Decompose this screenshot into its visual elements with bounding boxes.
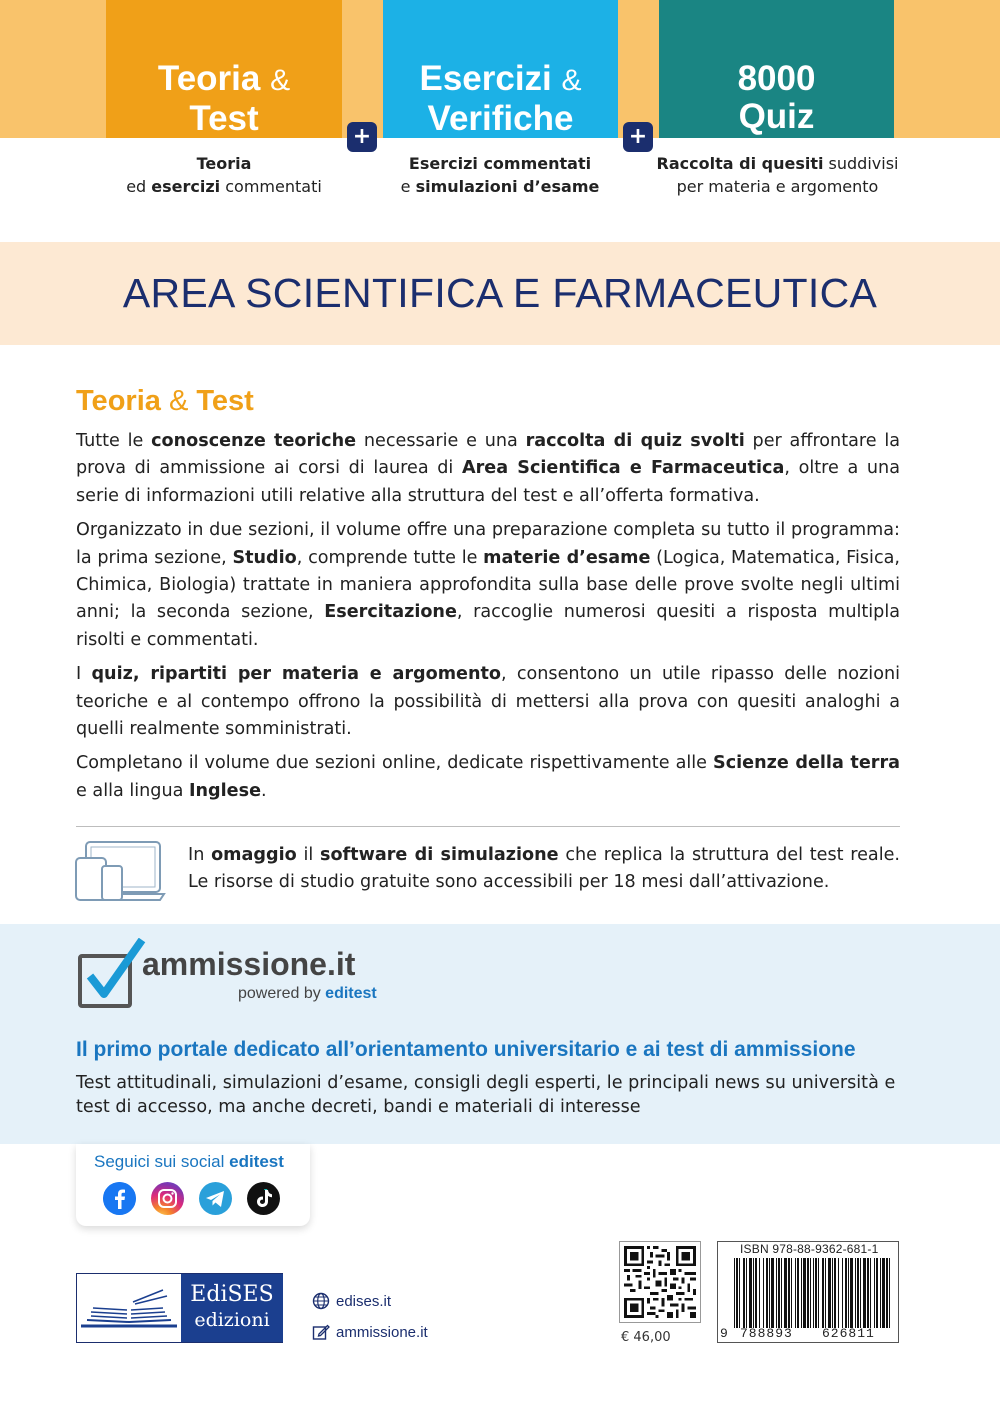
- bold-run: software di simulazione: [319, 845, 559, 865]
- edit-icon: [312, 1323, 330, 1341]
- price-label: € 46,00: [621, 1330, 671, 1345]
- link-label[interactable]: ammissione.it: [336, 1324, 428, 1341]
- text-run: In: [188, 845, 212, 865]
- quiz-subtitle: [650, 152, 905, 198]
- box-title-line2: Test: [189, 99, 259, 138]
- qr-code[interactable]: [619, 1241, 701, 1323]
- paragraph-2: [76, 517, 900, 654]
- sub-bold: Teoria: [196, 154, 252, 173]
- instagram-icon[interactable]: [151, 1182, 184, 1215]
- sub-bold: simulazioni d’esame: [415, 177, 600, 196]
- facebook-icon[interactable]: [103, 1182, 136, 1215]
- section-title-amp: &: [168, 385, 189, 417]
- text-run: powered by: [238, 985, 326, 1002]
- social-title: [94, 1152, 284, 1172]
- teoria-test-subtitle: [90, 152, 358, 198]
- ammissione-link[interactable]: [312, 1323, 428, 1341]
- sub-text: suddivisi: [823, 154, 899, 173]
- checkbox-logo-icon: [78, 938, 148, 1010]
- gift-note: [188, 842, 900, 896]
- bold-run: Studio: [232, 547, 297, 568]
- paragraph-1: [76, 428, 900, 510]
- box-title-line1: Teoria: [157, 59, 261, 98]
- portal-headline: Il primo portale dedicato all’orientamento universitario e ai test di ammissione: [76, 1038, 856, 1061]
- barcode-digits-left: 788893: [740, 1326, 793, 1341]
- text-run: , raccoglie numerosi quesiti a risposta multipla risolti e commentati.: [76, 602, 900, 650]
- publisher-name: EdiSES: [190, 1282, 274, 1307]
- telegram-icon[interactable]: [199, 1182, 232, 1215]
- box-title-line2: Quiz: [738, 97, 815, 136]
- barcode-icon: [732, 1258, 892, 1328]
- brand-run: editest: [229, 1152, 284, 1171]
- sub-text: per materia e argomento: [676, 177, 879, 196]
- isbn-label: ISBN 978-88-9362-681-1: [740, 1242, 879, 1256]
- portal-name: ammissione.it: [142, 946, 356, 982]
- sub-text: e: [400, 177, 416, 196]
- section-title-a: Teoria: [76, 385, 161, 417]
- open-book-icon: [77, 1274, 181, 1342]
- portal-description: Test attitudinali, simulazioni d’esame, consigli degli esperti, le principali news su università e test di accesso, ma anche decreti, bandi e materiali di interesse: [76, 1073, 896, 1117]
- bold-run: Scienze della terra: [713, 753, 900, 774]
- paragraph-4: [76, 750, 900, 805]
- text-run: il: [296, 845, 320, 865]
- bold-run: Inglese: [188, 780, 262, 801]
- sub-bold: Raccolta di quesiti: [656, 154, 824, 173]
- section-title-b: Test: [196, 385, 254, 417]
- barcode-digit-first: 9: [720, 1326, 728, 1341]
- bold-run: conoscenze teoriche: [151, 431, 357, 451]
- bold-run: omaggio: [211, 845, 297, 865]
- text-run: per affrontare la prova di ammissione ai corsi di laurea di: [76, 431, 900, 479]
- barcode-digits-right: 626811: [822, 1326, 875, 1341]
- sub-text: ed: [126, 177, 152, 196]
- sub-bold: Esercizi commentati: [408, 154, 592, 173]
- text-run: .: [261, 780, 267, 801]
- globe-icon: [312, 1292, 330, 1310]
- box-title-line1: Esercizi: [419, 59, 552, 98]
- esercizi-verifiche-box: [383, 0, 618, 138]
- teoria-test-box: [106, 0, 342, 138]
- box-ampersand: &: [561, 64, 582, 97]
- barcode: [717, 1241, 899, 1343]
- text-run: Organizzato in due sezioni, il volume offre una preparazione completa su tutto il programma: la prima sezione,: [76, 520, 900, 568]
- divider: [76, 826, 900, 827]
- social-card: [76, 1144, 310, 1226]
- bold-run: raccolta di quiz svolti: [525, 431, 745, 451]
- powered-by: [238, 985, 377, 1003]
- section-title: [76, 385, 254, 418]
- sub-bold: esercizi: [151, 177, 221, 196]
- edises-logo: [76, 1273, 283, 1343]
- text-run: necessarie e una: [356, 431, 526, 451]
- bold-run: Area Scientifica e Farmaceutica: [461, 458, 785, 479]
- text-run: , comprende tutte le: [296, 547, 484, 568]
- text-run: Completano il volume due sezioni online, dedicate rispettivamente alle: [76, 753, 714, 774]
- text-run: , consentono un utile ripasso delle nozioni teoriche e al contempo offrono la possibilità di mettersi alla prova con quesiti analoghi a quelli realmente somministrati.: [76, 664, 900, 740]
- text-run: e alla lingua: [76, 780, 189, 801]
- text-run: Seguici sui social: [94, 1152, 230, 1171]
- text-run: Tutte le: [76, 431, 152, 451]
- plus-icon: +: [347, 122, 377, 152]
- tiktok-icon[interactable]: [247, 1182, 280, 1215]
- box-title-line1: 8000: [737, 59, 816, 98]
- bold-run: quiz, ripartiti per materia e argomento: [91, 664, 501, 685]
- quiz-box: [659, 0, 894, 138]
- box-ampersand: &: [270, 64, 291, 97]
- brand-run: editest: [325, 985, 377, 1002]
- edises-link[interactable]: [312, 1292, 391, 1310]
- qr-code-icon: [624, 1246, 696, 1318]
- sub-text: commentati: [220, 177, 322, 196]
- bold-run: Esercitazione: [324, 602, 457, 623]
- text-run: , oltre a una serie di informazioni utili relative alla struttura del test e all’offerta formativa.: [76, 458, 900, 506]
- bold-run: materie d’esame: [483, 547, 651, 568]
- plus-icon: +: [623, 122, 653, 152]
- esercizi-subtitle: [370, 152, 630, 198]
- text-run: che replica la struttura del test reale. Le risorse di studio gratuite sono accessibili per 18 mesi dall’attivazione.: [188, 845, 901, 892]
- description-text: [76, 428, 900, 812]
- area-title: AREA SCIENTIFICA E FARMACEUTICA: [122, 270, 878, 316]
- publisher-sub: edizioni: [194, 1309, 270, 1331]
- publisher-name-block: [181, 1274, 283, 1342]
- text-run: (Logica, Matematica, Fisica, Chimica, Biologia) trattate in maniera approfondita sulla base delle prove svolte negli ultimi anni; la seconda sezione,: [76, 547, 900, 623]
- link-label[interactable]: edises.it: [336, 1293, 392, 1310]
- text-run: I: [76, 664, 92, 685]
- devices-icon: [74, 840, 166, 904]
- area-banner: [0, 242, 1000, 345]
- box-title-line2: Verifiche: [427, 99, 574, 138]
- paragraph-3: [76, 661, 900, 743]
